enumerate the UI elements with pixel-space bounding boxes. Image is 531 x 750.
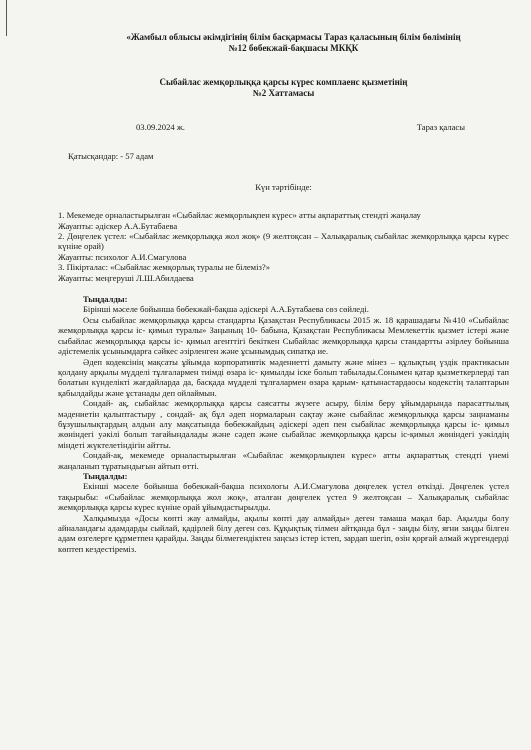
paragraph: Сондай- ақ, сыбайлас жемқорлыққа қарсы саясатты жүзеге асыру, білім беру ұйымдарында парасаттылық мәдениетін қалыптастыру , сондай- ақ бұл әдеп нормаларын сақтау және сыбайлас жемқорлыққа қарсы заңнаманы бұзушылықтардың алдын алу мақсатында бөбекжайдың әдіскері әдеп пен сыбайлас жемқорлыққа қарсы іс- қимыл жөніндегі уәкілі болып тағайындалады және сәдеп және сыбайлас жемқорлыққа қарсы іс-қимыл жөніндегі уәкілдің міндеті жүктелетіндігін айтты. [58,398,509,450]
agenda-item: 2. Дөңгелек үстел: «Сыбайлас жемқорлыққа жол жоқ» (9 желтоқсан – Халықаралық сыбайлас жемқорлыққа қарсы күрес күніне орай) [58,231,509,252]
paragraph: Екінші мәселе бойынша бөбекжай-бақша психологы А.И.Смагулова дөңгелек үстел өткізді. Дөңгелек үстел тақырыбы: «Сыбайлас жемқорлыққа жол жоқ», аталған дөңгелек үстел 9 желтоқсан – Халықаралық сыбайлас жемқорлыққа қарсы күрес күніне орай ұйымдастырылды. [58,481,509,513]
paragraph: Әдеп кодексінің мақсаты ұйымда корпоративтік мәдениетті дамыту және мінез – құлықтың үздік практикасын қолдану арқылы мүдделі тұлғалармен тиімді өзара іс- қимылды іске болып табылады.Сонымен қатар қызметкерлерді тап болатын күнделікті жағдайларда да, басқада мүдделі тұлғалармен өзара қарым- қатынастардаосы кодекстің талаптарын қабылдайды және ұстанады деп ойлаймын. [58,356,509,398]
org-header-line2: №12 бөбекжай-бақшасы МКҚК [228,43,359,53]
paragraph: Осы сыбайлас жемқорлыққа қарсы стандарты Қазақстан Республикасы 2015 ж. 18 қарашадағы №410 «Сыбайлас жемқорлыққа қарсы іс- қимыл туралы» Заңының 10- бабына, Қазақстан Республикасы Мемлекеттік қызмет істері және сыбайлас жемқорлыққа қарсы іс- қимыл агенттігі бекіткен Сыбайлас жемқорлыққа қарсы стандартты әзірлеу бойынша әдістемелік ұсынымдарға сәйкес әзірленген және ұсынымдық сипатқа ие. [58,314,509,357]
agenda-item: 3. Пікірталас: «Сыбайлас жемқорлық туралы не білеміз?» [58,262,271,273]
paragraph: Халқымызда «Досы көпті жау алмайды, ақылы көпті дау алмайды» деген тамаша мақал бар. Ақылды болу айналандағы адамдарды сыйлай, қадірлей білу деген сөз. Құқықтық тілмен айтқанда бұл - заңды білу, яғни заңды білген адам өзгелерге құрметпен қарайды. Заңды білмегендіктен заңсыз істер істеп, зардап шегіп, өзін қорғай алмай жүргендерді көптеп кездестіреміз. [58,512,509,554]
paragraph: Сондай-ақ, мекемеде орналастырылған «Сыбайлас жемқорлықпен күрес» атты ақпараттық стендті үнемі жаңаланып тұратындығын айтып өтті. [58,450,509,471]
agenda-responsible: Жауапты: психолог А.И.Смагулова [58,251,187,262]
agenda-responsible: Жауапты: меңгеруші Л.Ш.Абилдаева [58,272,194,283]
section-1 [58,294,509,471]
document-title-line1: Сыбайлас жемқорлыққа қарсы күрес комплаенс қызметінің [159,77,408,87]
agenda-list [58,210,509,283]
date-city-line [58,122,509,132]
org-header-line1: «Жамбыл облысы әкімдігінің білім басқармасы Тараз қаласының білім бөлімінің [126,32,461,42]
document-city: Тараз қаласы [416,122,465,132]
section-heading: Тыңдалды: [83,294,128,305]
document-date: 03.09.2024 ж. [136,122,185,132]
page-edge-mark [6,0,7,36]
participants-count: Қатысқандар: - 57 адам [68,151,154,162]
section-2 [58,471,509,554]
agenda-item: 1. Мекемеде орналастырылған «Сыбайлас жемқорлықпен күрес» атты ақпараттық стендті жаңалау [58,210,421,221]
section-heading: Тыңдалды: [83,470,128,481]
agenda-responsible: Жауапты: әдіскер А.А.Бутабаева [58,220,178,231]
document-title-line2: №2 Хаттамасы [252,88,315,98]
agenda-title: Күн тәртібінде: [255,181,312,192]
paragraph: Бірінші мәселе бойынша бөбекжай-бақша әдіскері А.А.Бутабаева сөз сөйледі. [83,304,369,315]
